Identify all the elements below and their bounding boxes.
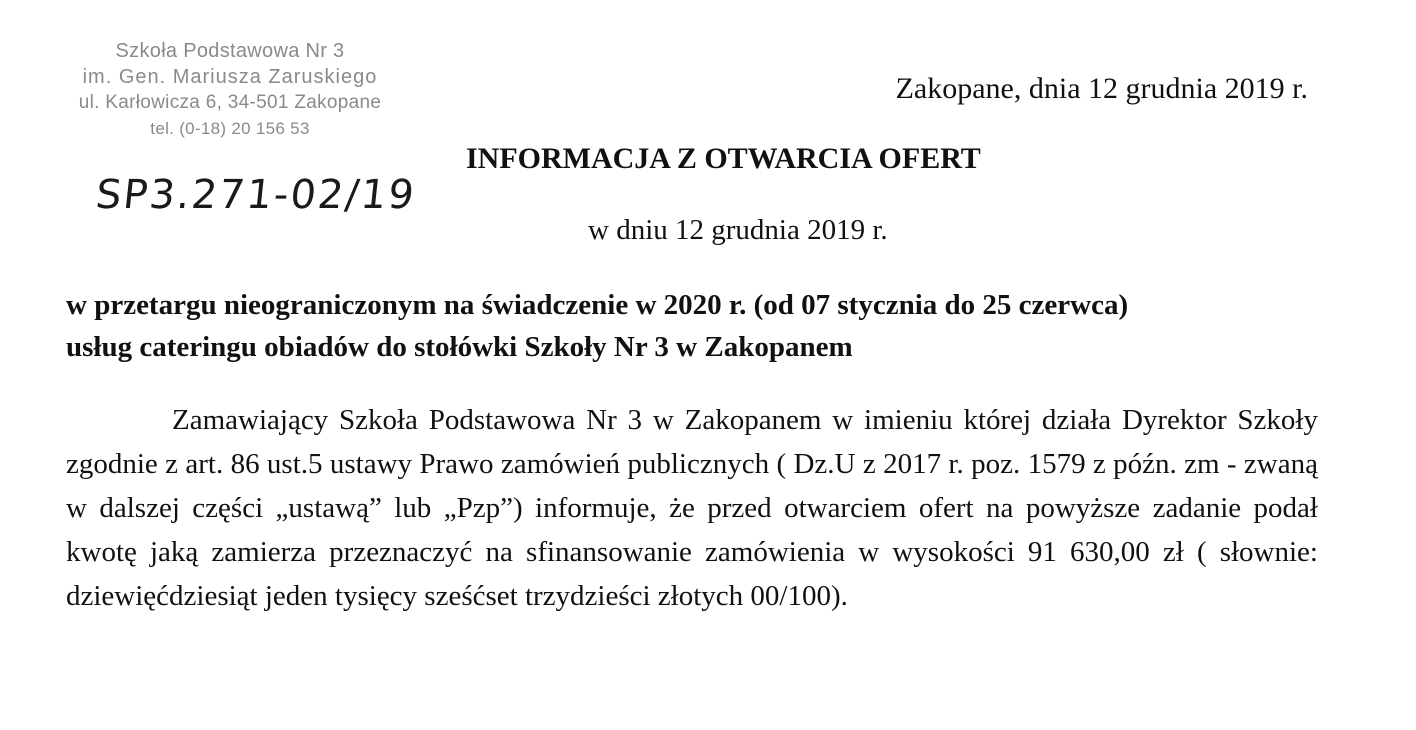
school-stamp bbox=[40, 38, 420, 142]
document-subtitle: w dniu 12 grudnia 2019 r. bbox=[588, 214, 888, 246]
tender-subject bbox=[66, 284, 1316, 368]
document-title: INFORMACJA Z OTWARCIA OFERT bbox=[466, 142, 981, 175]
subject-line-2: usług cateringu obiadów do stołówki Szkoły Nr 3 w Zakopanem bbox=[66, 331, 853, 363]
place-and-date: Zakopane, dnia 12 grudnia 2019 r. bbox=[895, 72, 1308, 105]
stamp-patron: im. Gen. Mariusza Zaruskiego bbox=[82, 66, 378, 88]
reference-number: SP3.271-02/19 bbox=[93, 172, 419, 218]
stamp-address: ul. Karłowicza 6, 34-501 Zakopane bbox=[78, 92, 382, 113]
subject-line-1: w przetargu nieograniczonym na świadczenie w 2020 r. (od 07 stycznia do 25 czerwca) bbox=[66, 289, 1129, 321]
stamp-phone: tel. (0-18) 20 156 53 bbox=[150, 119, 310, 138]
stamp-school-name: Szkoła Podstawowa Nr 3 bbox=[115, 40, 345, 62]
body-paragraph: Zamawiający Szkoła Podstawowa Nr 3 w Zakopanem w imieniu której działa Dyrektor Szkoły zgodnie z art. 86 ust.5 ustawy Prawo zamówień publicznych ( Dz.U z 2017 r. poz. 1579 z późn. zm - zwaną w dalszej części „ustawą” lub „Pzp”) informuje, że przed otwarciem ofert na powyższe zadanie podał kwotę jaką zamierza przeznaczyć na sfinansowanie zamówienia w wysokości 91 630,00 zł ( słownie: dziewięćdziesiąt jeden tysięcy sześćset trzydzieści złotych 00/100). bbox=[66, 404, 1318, 612]
